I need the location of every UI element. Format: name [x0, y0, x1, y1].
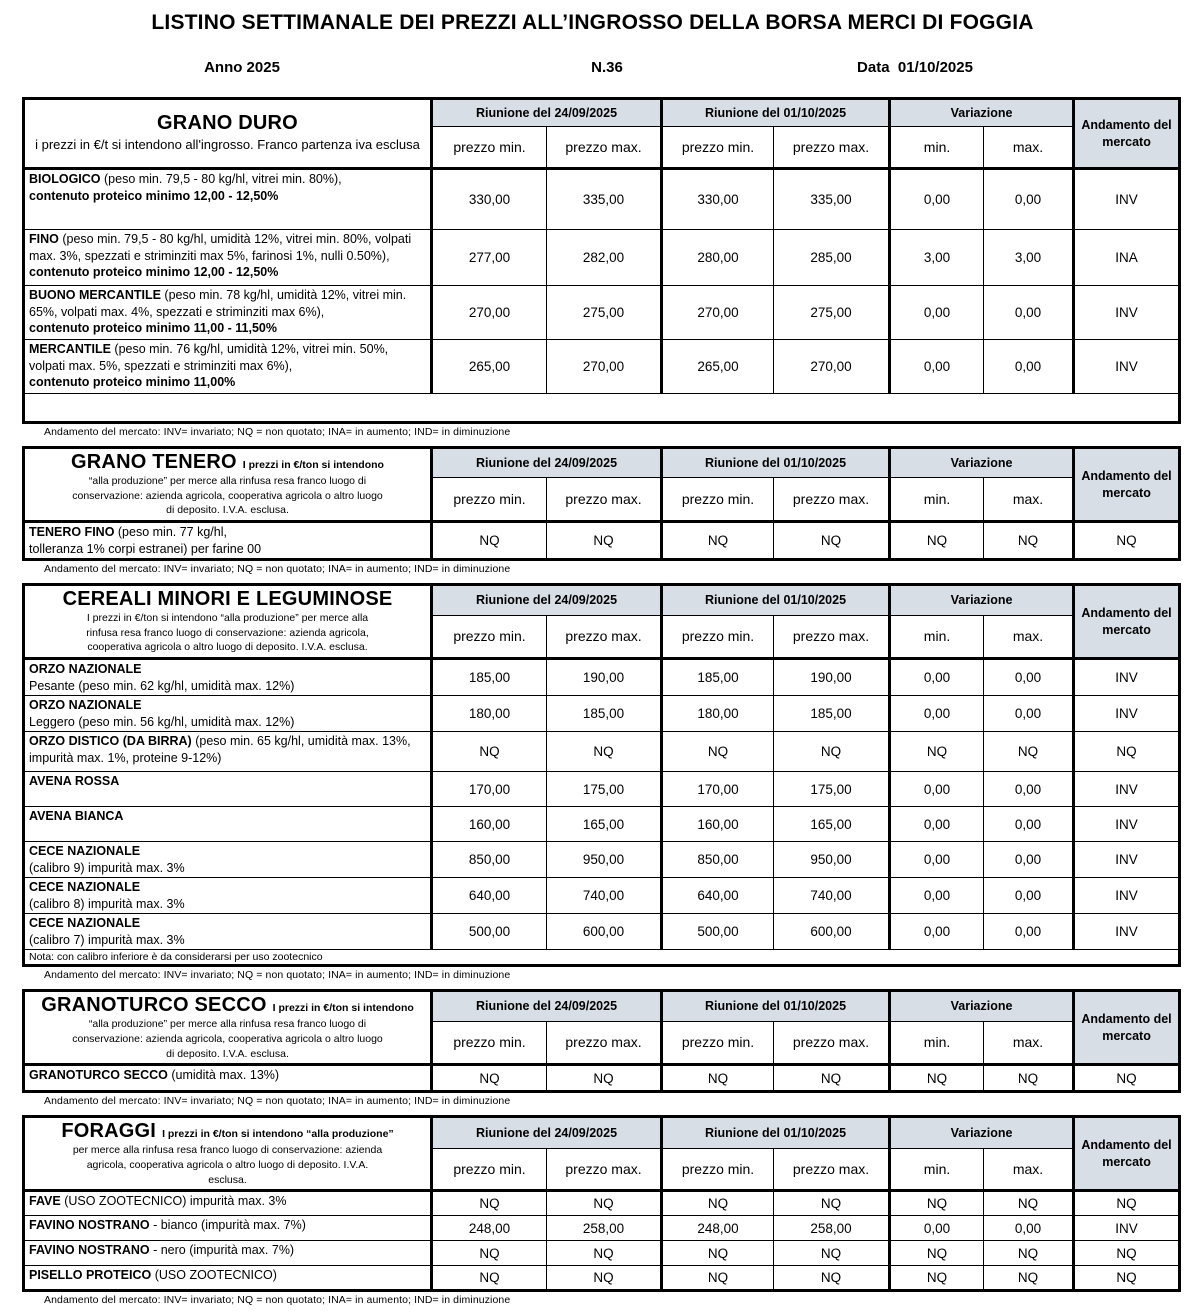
price-cell: NQ: [774, 732, 890, 772]
table-row: [24, 732, 1180, 772]
section-subtitle-line: cooperativa agricola o altro luogo di deposito. I.V.A. esclusa.: [87, 641, 368, 654]
section-subtitle-line: rinfusa resa franco luogo di conservazione: azienda agricola,: [86, 626, 369, 639]
price-cell: 185,00: [662, 659, 774, 696]
legend-note: Andamento del mercato: INV= invariato; NQ = non quotato; INA= in aumento; IND= in diminuzione: [44, 1294, 511, 1307]
row-label-line: CECE NAZIONALE: [29, 844, 141, 859]
section-title-inline: I prezzi in €/ton si intendono “alla produzione”: [162, 1128, 394, 1141]
col-header-riunione-2: Riunione del 01/10/2025: [662, 448, 890, 478]
section-header-foraggi: [24, 1117, 432, 1191]
market-trend-cell: INV: [1074, 169, 1180, 230]
price-cell: 0,00: [984, 659, 1074, 696]
price-cell: NQ: [774, 522, 890, 560]
section-subtitle-line: conservazione: azienda agricola, cooperativa agricola o altro luogo: [72, 489, 383, 502]
row-label-line: FAVINO NOSTRANO - nero (impurità max. 7%): [29, 1243, 295, 1258]
price-cell: NQ: [432, 522, 547, 560]
price-cell: 0,00: [890, 807, 984, 842]
price-cell: 850,00: [662, 842, 774, 878]
col-subheader: min.: [890, 1021, 984, 1065]
price-cell: NQ: [984, 1241, 1074, 1266]
price-cell: 282,00: [547, 230, 662, 286]
price-tables-container: [22, 97, 1178, 1314]
row-label-line: PISELLO PROTEICO (USO ZOOTECNICO): [29, 1268, 277, 1283]
row-label-line: ORZO NAZIONALE: [29, 662, 142, 677]
price-cell: 270,00: [774, 340, 890, 394]
header-row-groups: [24, 991, 1180, 1021]
table-row: [24, 772, 1180, 807]
price-cell: 185,00: [547, 696, 662, 732]
price-cell: 0,00: [984, 286, 1074, 340]
row-label-line: contenuto proteico minimo 12,00 - 12,50%: [29, 188, 279, 203]
price-cell: 270,00: [547, 340, 662, 394]
col-subheader: prezzo max.: [547, 127, 662, 169]
price-cell: 740,00: [547, 878, 662, 914]
row-label: [24, 732, 432, 772]
price-cell: 640,00: [432, 878, 547, 914]
price-cell: 258,00: [774, 1216, 890, 1241]
col-subheader: prezzo max.: [774, 1148, 890, 1191]
header-row-groups: [24, 448, 1180, 478]
price-cell: 160,00: [432, 807, 547, 842]
section-title-line: [31, 112, 424, 135]
row-label-line: contenuto proteico minimo 11,00%: [29, 375, 236, 389]
row-label-line: (calibro 9) impurità max. 3%: [29, 860, 185, 875]
price-cell: 3,00: [984, 230, 1074, 286]
price-cell: 190,00: [774, 659, 890, 696]
table-row: [24, 230, 1180, 286]
market-trend-cell: NQ: [1074, 1241, 1180, 1266]
empty-cell: [24, 394, 1180, 423]
col-header-andamento: Andamento del mercato: [1074, 99, 1180, 169]
table-row: [24, 696, 1180, 732]
table-row: [24, 659, 1180, 696]
date-value: Data 01/10/2025: [857, 59, 973, 76]
price-cell: 175,00: [774, 772, 890, 807]
price-cell: NQ: [547, 522, 662, 560]
price-cell: 3,00: [890, 230, 984, 286]
col-subheader: prezzo min.: [662, 1021, 774, 1065]
price-cell: NQ: [662, 1241, 774, 1266]
section-subtitle-line: “alla produzione” per merce alla rinfusa resa franco luogo di: [88, 1018, 367, 1031]
row-label: [24, 1216, 432, 1241]
table-row: [24, 522, 1180, 560]
price-cell: 248,00: [662, 1216, 774, 1241]
price-cell: NQ: [984, 1191, 1074, 1216]
price-cell: NQ: [890, 732, 984, 772]
price-cell: 0,00: [984, 696, 1074, 732]
market-trend-cell: INV: [1074, 696, 1180, 732]
col-subheader: max.: [984, 1148, 1074, 1191]
row-label: [24, 1065, 432, 1092]
row-label: [24, 522, 432, 560]
header-row-groups: [24, 1117, 1180, 1148]
col-subheader: prezzo max.: [774, 127, 890, 169]
section-title-inline: I prezzi in €/ton si intendono: [242, 459, 384, 471]
market-trend-cell: INV: [1074, 772, 1180, 807]
price-cell: 0,00: [984, 807, 1074, 842]
market-trend-cell: INV: [1074, 914, 1180, 950]
price-cell: 335,00: [547, 169, 662, 230]
col-header-riunione-1: Riunione del 24/09/2025: [432, 448, 662, 478]
header-row-groups: [24, 99, 1180, 127]
market-trend-cell: INV: [1074, 842, 1180, 878]
price-cell: 950,00: [774, 842, 890, 878]
col-subheader: prezzo max.: [774, 478, 890, 522]
price-cell: NQ: [984, 732, 1074, 772]
nota-row: [24, 950, 1180, 966]
col-subheader: prezzo max.: [774, 615, 890, 659]
row-label-line: FAVINO NOSTRANO - bianco (impurità max. 7%): [29, 1218, 306, 1233]
section-subtitle-line: di deposito. I.V.A. esclusa.: [166, 1047, 289, 1060]
section-table-foraggi: [22, 1115, 1181, 1292]
col-subheader: prezzo min.: [662, 615, 774, 659]
table-row: [24, 1191, 1180, 1216]
price-cell: 185,00: [432, 659, 547, 696]
row-label: [24, 340, 432, 394]
price-cell: 270,00: [432, 286, 547, 340]
market-trend-cell: INV: [1074, 1216, 1180, 1241]
col-subheader: prezzo max.: [547, 615, 662, 659]
price-cell: NQ: [662, 1065, 774, 1092]
price-cell: 170,00: [662, 772, 774, 807]
price-cell: NQ: [547, 732, 662, 772]
col-subheader: min.: [890, 1148, 984, 1191]
year-value: Anno 2025: [204, 59, 280, 76]
row-label-line: ORZO NAZIONALE: [29, 698, 142, 713]
price-cell: 0,00: [890, 696, 984, 732]
price-cell: NQ: [432, 1241, 547, 1266]
col-header-riunione-2: Riunione del 01/10/2025: [662, 1117, 890, 1148]
table-row: [24, 340, 1180, 394]
row-label-line: CECE NAZIONALE: [29, 916, 141, 931]
section-subtitle-line: per merce alla rinfusa resa franco luogo di conservazione: azienda: [72, 1144, 383, 1157]
row-label: [24, 230, 432, 286]
table-row: [24, 842, 1180, 878]
table-row: [24, 914, 1180, 950]
row-label-line: Leggero (peso min. 56 kg/hl, umidità max. 12%): [29, 714, 295, 729]
empty-row: [24, 394, 1180, 423]
col-header-variazione: Variazione: [890, 99, 1074, 127]
price-cell: NQ: [890, 1266, 984, 1291]
row-label: [24, 169, 432, 230]
price-cell: 248,00: [432, 1216, 547, 1241]
col-subheader: min.: [890, 615, 984, 659]
price-cell: NQ: [774, 1241, 890, 1266]
market-trend-cell: NQ: [1074, 1266, 1180, 1291]
col-subheader: max.: [984, 615, 1074, 659]
price-cell: 275,00: [774, 286, 890, 340]
price-cell: NQ: [984, 522, 1074, 560]
row-label-line: tolleranza 1% corpi estranei) per farine 00: [29, 541, 262, 556]
col-subheader: prezzo min.: [432, 1148, 547, 1191]
col-header-andamento: Andamento del mercato: [1074, 991, 1180, 1065]
col-header-variazione: Variazione: [890, 448, 1074, 478]
table-row: [24, 286, 1180, 340]
section-title-inline: I prezzi in €/ton si intendono: [272, 1002, 414, 1015]
table-gap: [22, 1310, 1178, 1314]
col-header-andamento: Andamento del mercato: [1074, 448, 1180, 522]
price-cell: NQ: [662, 1191, 774, 1216]
price-cell: NQ: [890, 522, 984, 560]
section-title: GRANO DURO: [157, 112, 298, 135]
row-label-line: contenuto proteico minimo 12,00 - 12,50%: [29, 265, 279, 279]
row-label-line: CECE NAZIONALE: [29, 880, 141, 895]
col-header-riunione-2: Riunione del 01/10/2025: [662, 585, 890, 615]
price-cell: 850,00: [432, 842, 547, 878]
price-cell: NQ: [547, 1191, 662, 1216]
table-row: [24, 169, 1180, 230]
price-cell: 640,00: [662, 878, 774, 914]
page-title: LISTINO SETTIMANALE DEI PREZZI ALL’INGROSSO DELLA BORSA MERCI DI FOGGIA: [151, 11, 1034, 34]
section-title-line: [31, 1120, 424, 1143]
price-cell: NQ: [547, 1065, 662, 1092]
price-cell: 265,00: [662, 340, 774, 394]
table-row: [24, 1266, 1180, 1291]
row-label: [24, 696, 432, 732]
market-trend-cell: INA: [1074, 230, 1180, 286]
section-title: FORAGGI: [61, 1120, 157, 1143]
row-label: [24, 878, 432, 914]
market-trend-cell: INV: [1074, 807, 1180, 842]
price-cell: 0,00: [890, 659, 984, 696]
col-header-riunione-1: Riunione del 24/09/2025: [432, 1117, 662, 1148]
col-subheader: max.: [984, 478, 1074, 522]
price-cell: 0,00: [984, 772, 1074, 807]
price-cell: 180,00: [662, 696, 774, 732]
market-trend-cell: NQ: [1074, 1191, 1180, 1216]
market-trend-cell: INV: [1074, 659, 1180, 696]
price-cell: 0,00: [890, 842, 984, 878]
price-cell: NQ: [432, 1065, 547, 1092]
legend-note: Andamento del mercato: INV= invariato; NQ = non quotato; INA= in aumento; IND= in diminuzione: [44, 969, 511, 982]
table-row: [24, 1241, 1180, 1266]
col-subheader: prezzo max.: [547, 1021, 662, 1065]
price-cell: 0,00: [984, 914, 1074, 950]
price-cell: 275,00: [547, 286, 662, 340]
row-label: [24, 286, 432, 340]
section-title-line: [31, 588, 424, 611]
price-cell: NQ: [432, 732, 547, 772]
price-cell: 258,00: [547, 1216, 662, 1241]
col-subheader: prezzo min.: [662, 478, 774, 522]
price-cell: NQ: [662, 522, 774, 560]
price-cell: 0,00: [890, 914, 984, 950]
section-subtitle-line: I prezzi in €/ton si intendono “alla produzione” per merce alla: [86, 612, 369, 625]
col-subheader: prezzo min.: [432, 1021, 547, 1065]
nota-text: Nota: con calibro inferiore è da considerarsi per uso zootecnico: [24, 950, 1180, 966]
col-subheader: prezzo min.: [432, 127, 547, 169]
price-cell: 600,00: [774, 914, 890, 950]
market-trend-cell: NQ: [1074, 522, 1180, 560]
section-table-grano-tenero: [22, 446, 1181, 561]
issue-number: N.36: [591, 59, 623, 76]
row-label: [24, 772, 432, 807]
table-row: [24, 878, 1180, 914]
row-label-line: ORZO DISTICO (DA BIRRA) (peso min. 65 kg/hl, umidità max. 13%, impurità max. 1%, proteine 9-12%): [29, 734, 411, 765]
price-cell: NQ: [547, 1241, 662, 1266]
row-label: [24, 659, 432, 696]
price-cell: 330,00: [432, 169, 547, 230]
section-table-cereali-minori: [22, 583, 1181, 967]
row-label: [24, 842, 432, 878]
section-subtitle-line: i prezzi in €/t si intendono all'ingrosso. Franco partenza iva esclusa: [35, 137, 420, 153]
price-cell: NQ: [662, 732, 774, 772]
price-cell: NQ: [547, 1266, 662, 1291]
section-header-cereali-minori: [24, 585, 432, 659]
header-row-groups: [24, 585, 1180, 615]
price-cell: NQ: [432, 1266, 547, 1291]
row-label-line: FINO (peso min. 79,5 - 80 kg/hl, umidità 12%, vitrei min. 80%, volpati max. 3%, spezzati e striminziti max 5%, farinosi 1%, nulli 0.50%),: [29, 232, 412, 263]
price-cell: NQ: [984, 1065, 1074, 1092]
price-cell: 0,00: [984, 1216, 1074, 1241]
row-label: [24, 914, 432, 950]
col-subheader: min.: [890, 478, 984, 522]
market-trend-cell: INV: [1074, 340, 1180, 394]
price-cell: 0,00: [984, 169, 1074, 230]
price-cell: 0,00: [984, 878, 1074, 914]
price-cell: 0,00: [890, 772, 984, 807]
table-row: [24, 1065, 1180, 1092]
price-cell: 500,00: [662, 914, 774, 950]
price-cell: 265,00: [432, 340, 547, 394]
price-cell: 0,00: [890, 340, 984, 394]
price-cell: NQ: [774, 1191, 890, 1216]
row-label-line: (calibro 8) impurità max. 3%: [29, 896, 185, 911]
price-cell: 190,00: [547, 659, 662, 696]
price-cell: 165,00: [547, 807, 662, 842]
price-cell: 0,00: [890, 1216, 984, 1241]
row-label-line: contenuto proteico minimo 11,00 - 11,50%: [29, 321, 277, 335]
market-trend-cell: NQ: [1074, 732, 1180, 772]
row-label-line: BUONO MERCANTILE (peso min. 78 kg/hl, umidità 12%, vitrei min. 65%, volpati max. 4%, spezzati e striminziti max 6%),: [29, 288, 407, 319]
price-cell: 740,00: [774, 878, 890, 914]
col-header-riunione-1: Riunione del 24/09/2025: [432, 991, 662, 1021]
section-subtitle-line: agricola, cooperativa agricola o altro luogo di deposito. I.V.A.: [86, 1158, 369, 1171]
price-cell: NQ: [774, 1065, 890, 1092]
price-cell: 330,00: [662, 169, 774, 230]
market-trend-cell: INV: [1074, 286, 1180, 340]
row-label-line: AVENA ROSSA: [29, 774, 120, 789]
price-cell: 335,00: [774, 169, 890, 230]
row-label: [24, 1191, 432, 1216]
price-cell: 185,00: [774, 696, 890, 732]
row-label-line: GRANOTURCO SECCO (umidità max. 13%): [29, 1068, 280, 1083]
table-row: [24, 1216, 1180, 1241]
col-subheader: prezzo max.: [547, 478, 662, 522]
price-cell: 0,00: [984, 340, 1074, 394]
row-label: [24, 807, 432, 842]
col-header-variazione: Variazione: [890, 991, 1074, 1021]
col-subheader: prezzo min.: [662, 1148, 774, 1191]
section-header-granoturco-secco: [24, 991, 432, 1065]
col-header-andamento: Andamento del mercato: [1074, 585, 1180, 659]
price-cell: NQ: [890, 1241, 984, 1266]
section-header-grano-duro: [24, 99, 432, 169]
section-title: GRANOTURCO SECCO: [41, 994, 267, 1017]
col-header-riunione-1: Riunione del 24/09/2025: [432, 99, 662, 127]
legend-note: Andamento del mercato: INV= invariato; NQ = non quotato; INA= in aumento; IND= in diminuzione: [44, 1095, 511, 1108]
price-cell: 285,00: [774, 230, 890, 286]
price-cell: 277,00: [432, 230, 547, 286]
section-subtitle-line: conservazione: azienda agricola, cooperativa agricola o altro luogo: [72, 1032, 383, 1045]
price-cell: NQ: [774, 1266, 890, 1291]
legend-note: Andamento del mercato: INV= invariato; NQ = non quotato; INA= in aumento; IND= in diminuzione: [44, 563, 511, 576]
section-table-grano-duro: [22, 97, 1181, 424]
price-cell: 500,00: [432, 914, 547, 950]
price-cell: 170,00: [432, 772, 547, 807]
col-subheader: prezzo min.: [432, 615, 547, 659]
price-cell: NQ: [662, 1266, 774, 1291]
price-cell: 160,00: [662, 807, 774, 842]
price-cell: NQ: [890, 1191, 984, 1216]
market-trend-cell: INV: [1074, 878, 1180, 914]
col-header-variazione: Variazione: [890, 585, 1074, 615]
price-cell: 175,00: [547, 772, 662, 807]
market-trend-cell: NQ: [1074, 1065, 1180, 1092]
price-cell: 0,00: [890, 169, 984, 230]
meta-row: [0, 59, 1185, 81]
price-cell: 165,00: [774, 807, 890, 842]
section-title-line: [31, 451, 424, 474]
section-title-line: [31, 994, 424, 1017]
price-cell: 600,00: [547, 914, 662, 950]
col-header-riunione-2: Riunione del 01/10/2025: [662, 99, 890, 127]
price-cell: 180,00: [432, 696, 547, 732]
row-label-line: AVENA BIANCA: [29, 809, 124, 824]
row-label-line: FAVE (USO ZOOTECNICO) impurità max. 3%: [29, 1194, 287, 1209]
col-subheader: min.: [890, 127, 984, 169]
price-cell: NQ: [890, 1065, 984, 1092]
row-label: [24, 1266, 432, 1291]
col-subheader: prezzo min.: [662, 127, 774, 169]
price-cell: 0,00: [890, 878, 984, 914]
col-subheader: max.: [984, 127, 1074, 169]
section-header-grano-tenero: [24, 448, 432, 522]
row-label-line: Pesante (peso min. 62 kg/hl, umidità max. 12%): [29, 678, 295, 693]
col-subheader: prezzo max.: [547, 1148, 662, 1191]
col-subheader: prezzo min.: [432, 478, 547, 522]
section-subtitle-line: esclusa.: [208, 1173, 247, 1186]
col-subheader: prezzo max.: [774, 1021, 890, 1065]
price-cell: 270,00: [662, 286, 774, 340]
section-title: GRANO TENERO: [71, 451, 237, 473]
price-cell: NQ: [432, 1191, 547, 1216]
col-header-riunione-1: Riunione del 24/09/2025: [432, 585, 662, 615]
price-cell: NQ: [984, 1266, 1074, 1291]
section-table-granoturco-secco: [22, 989, 1181, 1093]
col-header-andamento: Andamento del mercato: [1074, 1117, 1180, 1191]
price-cell: 0,00: [984, 842, 1074, 878]
table-row: [24, 807, 1180, 842]
price-cell: 280,00: [662, 230, 774, 286]
legend-note: Andamento del mercato: INV= invariato; NQ = non quotato; INA= in aumento; IND= in diminuzione: [44, 426, 511, 438]
row-label-line: BIOLOGICO (peso min. 79,5 - 80 kg/hl, vitrei min. 80%),: [29, 172, 342, 186]
section-subtitle-line: “alla produzione” per merce alla rinfusa resa franco luogo di: [88, 475, 367, 487]
row-label-line: TENERO FINO (peso min. 77 kg/hl,: [29, 525, 227, 540]
row-label-line: (calibro 7) impurità max. 3%: [29, 932, 185, 947]
col-subheader: max.: [984, 1021, 1074, 1065]
price-cell: 950,00: [547, 842, 662, 878]
price-cell: 0,00: [890, 286, 984, 340]
col-header-variazione: Variazione: [890, 1117, 1074, 1148]
row-label-line: MERCANTILE (peso min. 76 kg/hl, umidità 12%, vitrei min. 50%, volpati max. 5%, spezzati e striminziti max 6%),: [29, 342, 389, 373]
section-title: CEREALI MINORI E LEGUMINOSE: [62, 588, 393, 611]
col-header-riunione-2: Riunione del 01/10/2025: [662, 991, 890, 1021]
section-subtitle-line: di deposito. I.V.A. esclusa.: [166, 504, 289, 517]
row-label: [24, 1241, 432, 1266]
